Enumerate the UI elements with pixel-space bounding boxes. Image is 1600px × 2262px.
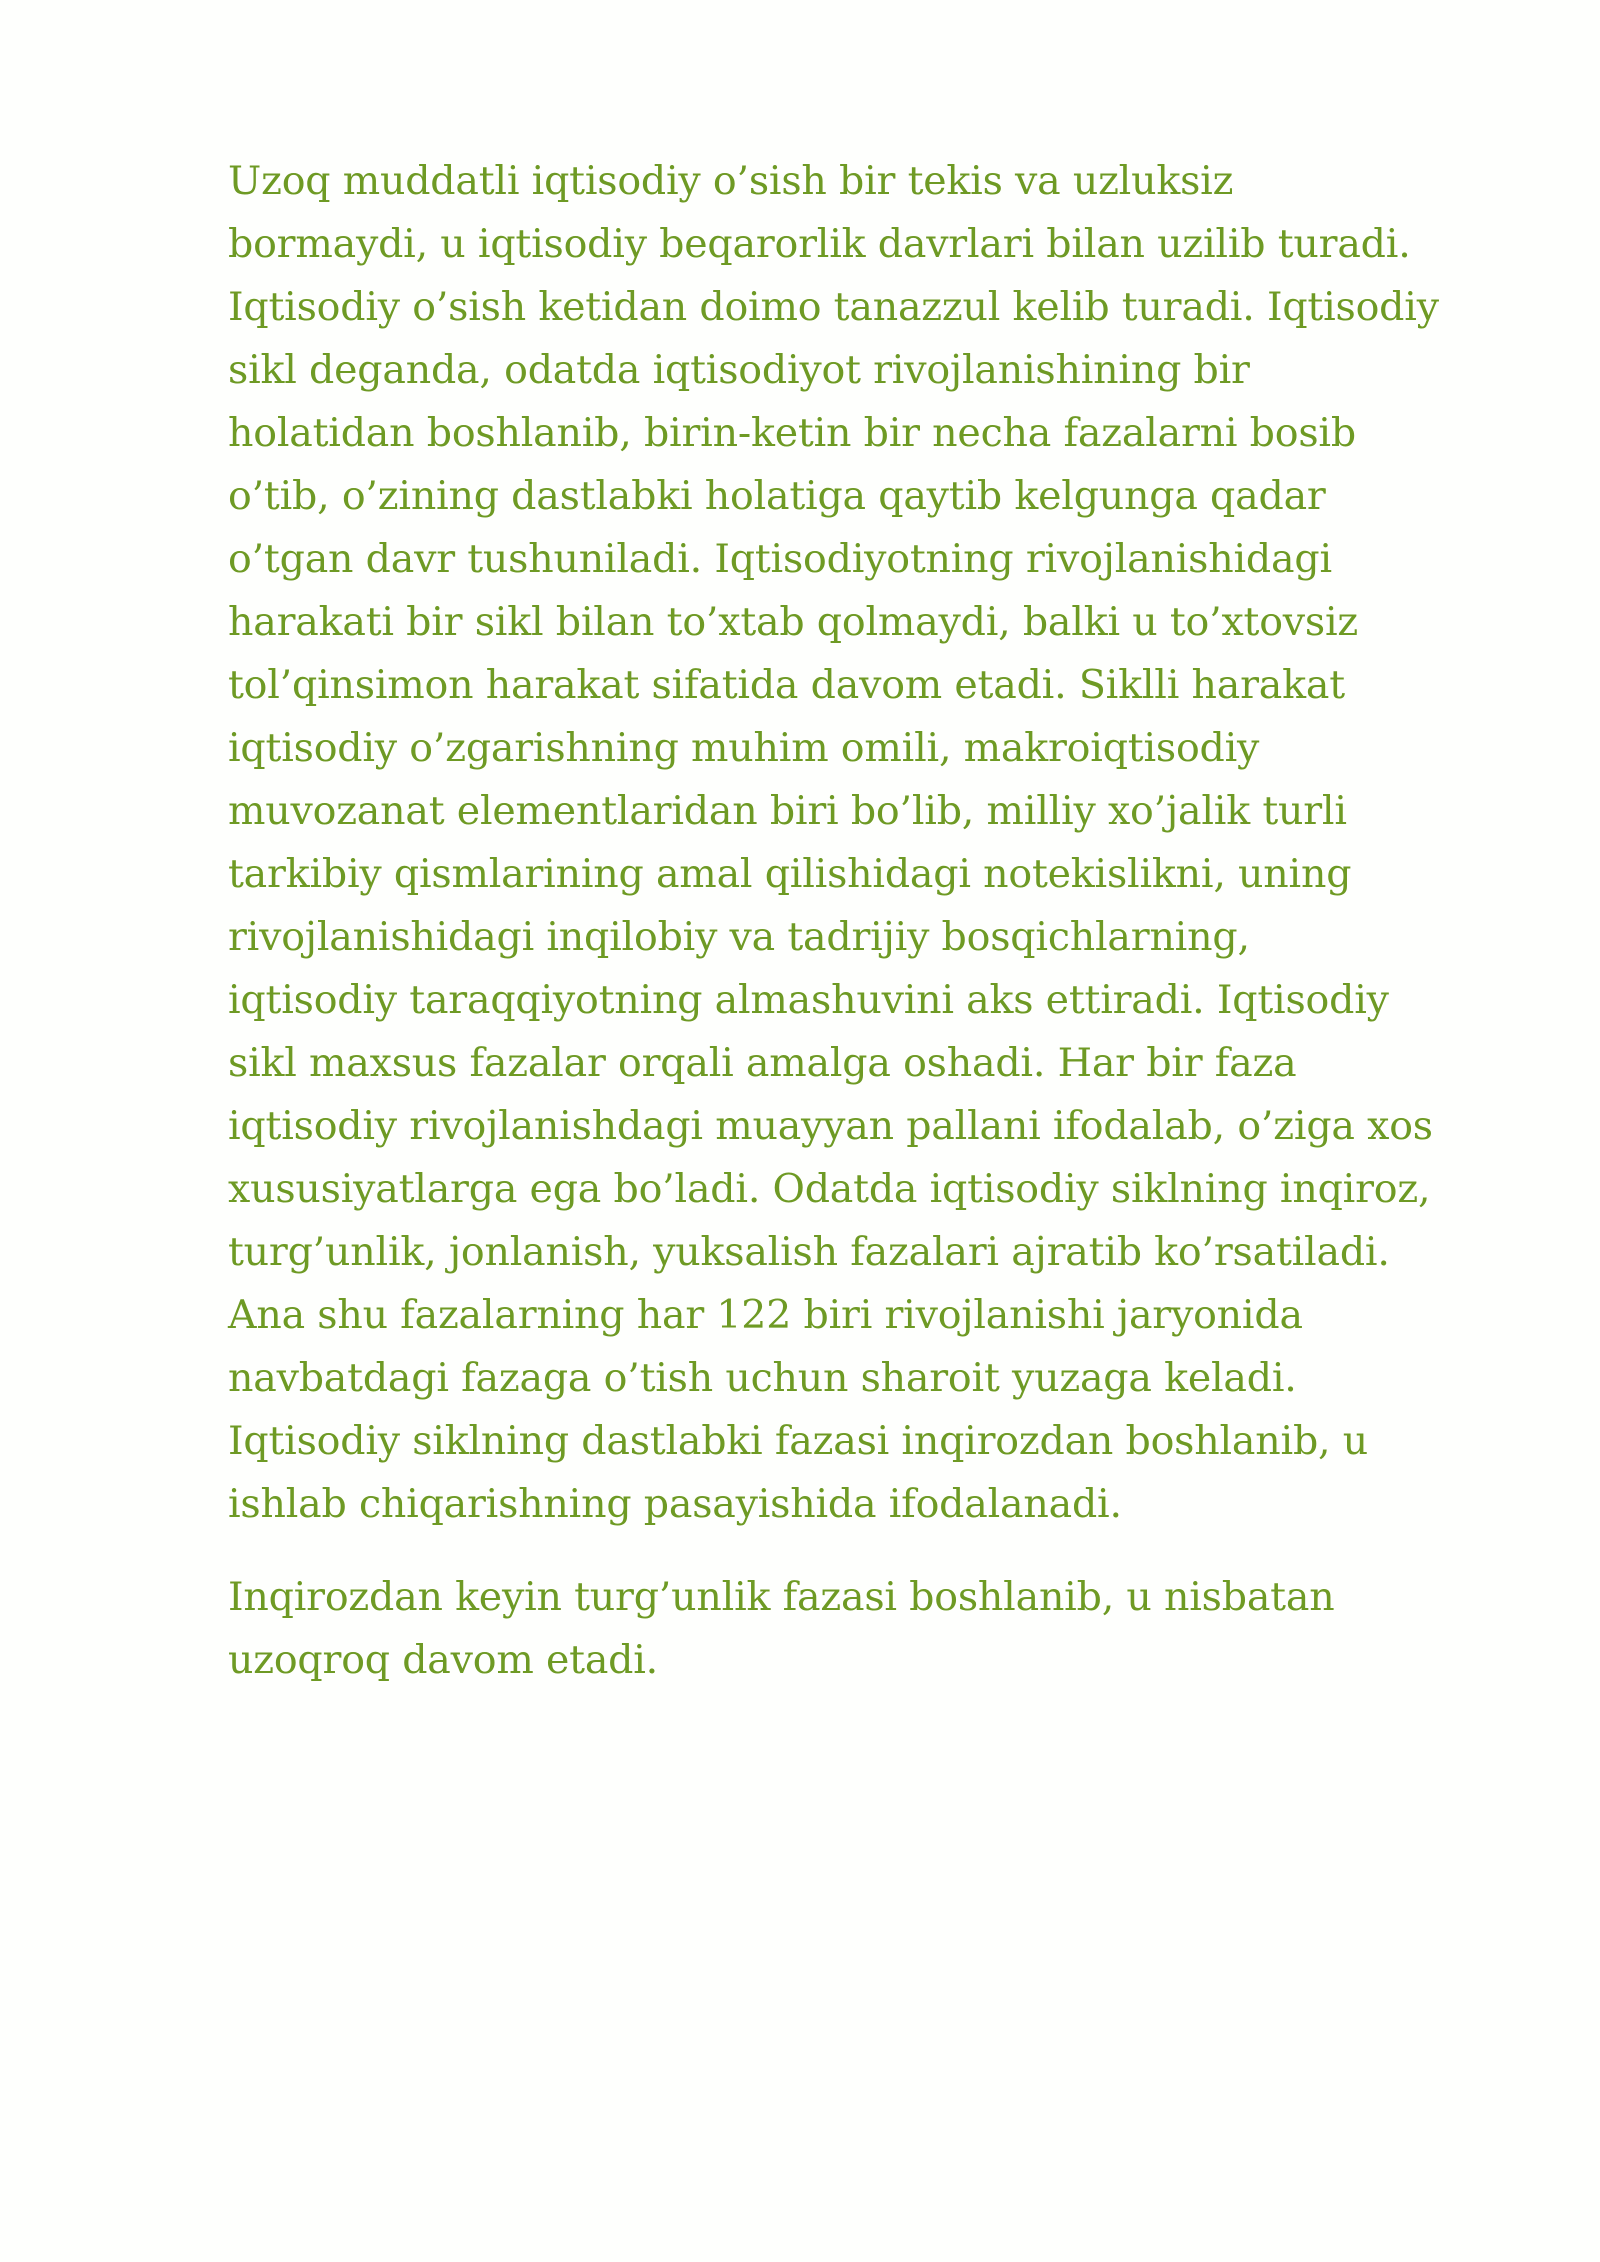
paragraph-2 [228, 1566, 1528, 1692]
text-line: Uzoq muddatli iqtisodiy o’sish bir tekis va uzluksiz [228, 158, 1234, 204]
text-line: iqtisodiy taraqqiyotning almashuvini aks ettiradi. Iqtisodiy [228, 977, 1389, 1023]
text-line: o’tgan davr tushuniladi. Iqtisodiyotning rivojlanishidagi [228, 536, 1332, 582]
text-line: muvozanat elementlaridan biri bo’lib, milliy xo’jalik turli [228, 788, 1347, 834]
paragraph-1 [228, 150, 1528, 1536]
text-line: Ana shu fazalarning har 122 biri rivojlanishi jaryonida [228, 1292, 1303, 1338]
text-line: navbatdagi fazaga o’tish uchun sharoit yuzaga keladi. [228, 1355, 1297, 1401]
text-line: turg’unlik, jonlanish, yuksalish fazalari ajratib ko’rsatiladi. [228, 1229, 1390, 1275]
text-line: ishlab chiqarishning pasayishida ifodalanadi. [228, 1481, 1122, 1527]
text-line: iqtisodiy o’zgarishning muhim omili, makroiqtisodiy [228, 725, 1260, 771]
text-line: bormaydi, u iqtisodiy beqarorlik davrlari bilan uzilib turadi. [228, 221, 1411, 267]
text-line: holatidan boshlanib, birin-ketin bir necha fazalarni bosib [228, 410, 1356, 456]
body-text [228, 150, 1528, 1722]
text-line: tarkibiy qismlarining amal qilishidagi notekislikni, uning [228, 851, 1352, 897]
text-line: uzoqroq davom etadi. [228, 1637, 659, 1683]
text-line: rivojlanishidagi inqilobiy va tadrijiy bosqichlarning, [228, 914, 1250, 960]
text-line: tol’qinsimon harakat sifatida davom etadi. Siklli harakat [228, 662, 1345, 708]
text-line: harakati bir sikl bilan to’xtab qolmaydi, balki u to’xtovsiz [228, 599, 1359, 645]
text-line: Iqtisodiy siklning dastlabki fazasi inqirozdan boshlanib, u [228, 1418, 1368, 1464]
text-line: sikl maxsus fazalar orqali amalga oshadi. Har bir faza [228, 1040, 1297, 1086]
text-line: iqtisodiy rivojlanishdagi muayyan pallani ifodalab, o’ziga xos [228, 1103, 1433, 1149]
text-line: xususiyatlarga ega bo’ladi. Odatda iqtisodiy siklning inqiroz, [228, 1166, 1431, 1212]
text-line: Iqtisodiy o’sish ketidan doimo tanazzul kelib turadi. Iqtisodiy [228, 284, 1439, 330]
text-line: sikl deganda, odatda iqtisodiyot rivojlanishining bir [228, 347, 1250, 393]
text-line: o’tib, o’zining dastlabki holatiga qaytib kelgunga qadar [228, 473, 1326, 519]
text-line: Inqirozdan keyin turg’unlik fazasi boshlanib, u nisbatan [228, 1574, 1335, 1620]
